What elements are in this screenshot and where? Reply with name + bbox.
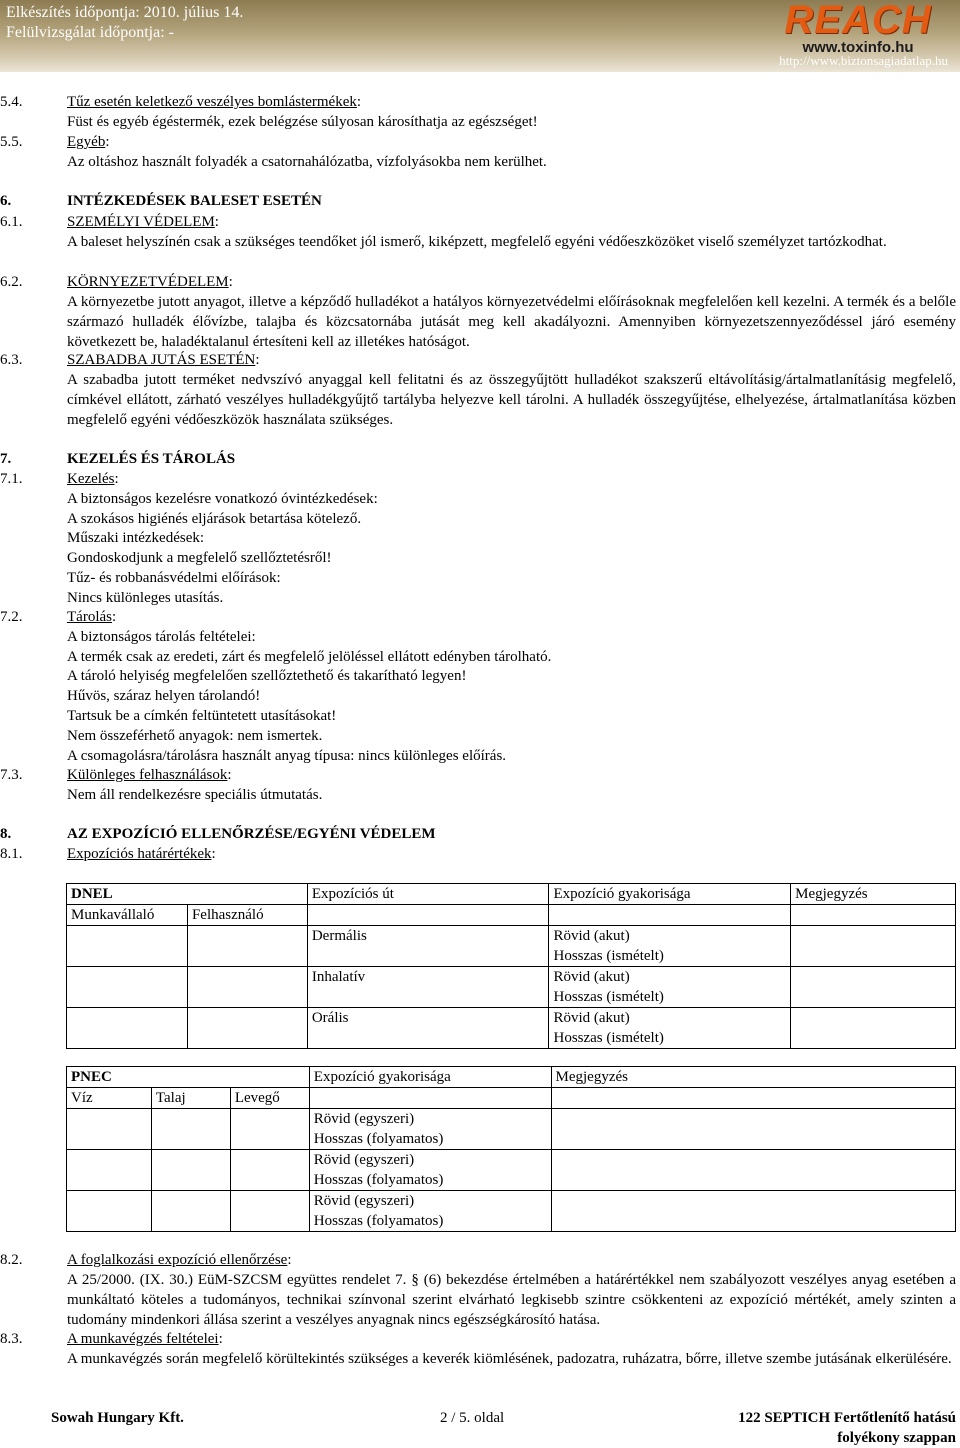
section-6-3-heading: SZABADBA JUTÁS ESETÉN: — [67, 352, 260, 368]
section-7-2-line: A csomagolásra/tárolásra használt anyag típusa: nincs különleges előírás. — [67, 748, 507, 764]
section-7-3-number: 7.3. — [0, 767, 23, 783]
section-8-3-text: A munkavégzés során megfelelő körültekintés szükséges a keverék kiömlésének, padozatra, ruházatra, bőrre, illetve szembe jutásának elkerülésére. — [67, 1351, 952, 1367]
section-8-number: 8. — [0, 826, 12, 842]
table-row — [67, 926, 956, 967]
dnel-frequency: Rövid (akut) Hosszas (ismételt) — [549, 967, 791, 1008]
section-5-5-text: Az oltáshoz használt folyadék a csatornahálózatba, vízfolyásokba nem kerülhet. — [67, 154, 547, 170]
footer-product — [738, 1408, 956, 1448]
section-5-5-number: 5.5. — [0, 134, 23, 150]
page-header — [0, 0, 960, 72]
section-8-2-title: A foglalkozási expozíció ellenőrzése — [67, 1252, 288, 1268]
section-8-2-number: 8.2. — [0, 1252, 23, 1268]
section-7-1-title: Kezelés — [67, 471, 115, 487]
section-8-3-title: A munkavégzés feltételei — [67, 1331, 219, 1347]
section-5-4-heading: Tűz esetén keletkező veszélyes bomlástermékek: — [67, 94, 362, 110]
pnec-note-header: Megjegyzés — [551, 1067, 955, 1088]
section-7-3-title: Különleges felhasználások — [67, 767, 228, 783]
dnel-route-header: Expozíciós út — [307, 884, 549, 905]
section-7-1-line: A biztonságos kezelésre vonatkozó óvintézkedések: — [67, 491, 378, 507]
section-6-1-text: A baleset helyszínén csak a szükséges teendőket jól ismerő, kiképzett, megfelelő egyéni védőeszközöket viselő személyzet tartózkodhat. — [67, 234, 887, 250]
footer-product-line: folyékony szappan — [837, 1430, 956, 1446]
table-row — [67, 1008, 956, 1049]
pnec-frequency: Rövid (egyszeri) Hosszas (folyamatos) — [309, 1191, 551, 1232]
section-7-2-line: Nem összeférhető anyagok: nem ismertek. — [67, 728, 323, 744]
dnel-worker-header: Munkavállaló — [67, 905, 188, 926]
section-7-2-heading: Tárolás: — [67, 609, 117, 625]
section-8-3-number: 8.3. — [0, 1331, 23, 1347]
pnec-frequency: Rövid (egyszeri) Hosszas (folyamatos) — [309, 1150, 551, 1191]
section-7-2-line: A biztonságos tárolás feltételei: — [67, 629, 256, 645]
table-row — [67, 1088, 956, 1109]
section-6-1-number: 6.1. — [0, 214, 23, 230]
section-6-2-text: A környezetbe jutott anyagot, illetve a képződő hulladékot a hatályos környezetvédelmi előírásoknak megfelelően kell kezelni. A termék és a belőle származó hulladék élővízbe, talajba és közcsatornába jutását meg kell akadályozni. Amennyiben környezetszennyeződéssel járó esemény következett be, haladéktalanul értesíteni kell az illetékes hatóságot. — [67, 294, 956, 350]
table-row — [67, 1067, 956, 1088]
section-6-1-heading: SZEMÉLYI VÉDELEM: — [67, 214, 219, 230]
section-5-4-number: 5.4. — [0, 94, 23, 110]
section-7-1-heading: Kezelés: — [67, 471, 119, 487]
section-7-2-number: 7.2. — [0, 609, 23, 625]
dnel-frequency: Rövid (akut) Hosszas (ismételt) — [549, 1008, 791, 1049]
revision-date: Felülvizsgálat időpontja: - — [6, 24, 174, 41]
section-7-2-line: A tároló helyiség megfelelően szellőztethető és takarítható legyen! — [67, 668, 467, 684]
section-7-1-line: Műszaki intézkedések: — [67, 530, 205, 546]
table-row — [67, 1150, 956, 1191]
dnel-user-header: Felhasználó — [187, 905, 307, 926]
section-5-5-title: Egyéb — [67, 134, 106, 150]
pnec-frequency-header: Expozíció gyakorisága — [309, 1067, 551, 1088]
dnel-note-header: Megjegyzés — [791, 884, 956, 905]
section-8-2-heading: A foglalkozási expozíció ellenőrzése: — [67, 1252, 292, 1268]
section-6-2-heading: KÖRNYEZETVÉDELEM: — [67, 274, 233, 290]
section-8-1-title: Expozíciós határértékek — [67, 846, 212, 862]
header-dates — [6, 3, 243, 43]
section-5-5-heading: Egyéb: — [67, 134, 110, 150]
table-row — [67, 1109, 956, 1150]
preparation-date: Elkészítés időpontja: 2010. július 14. — [6, 4, 244, 21]
pnec-frequency: Rövid (egyszeri) Hosszas (folyamatos) — [309, 1109, 551, 1150]
section-7-1-line: Tűz- és robbanásvédelmi előírások: — [67, 570, 281, 586]
pnec-title: PNEC — [67, 1067, 310, 1088]
section-6-3-text: A szabadba jutott terméket nedvszívó anyaggal kell felitatni és az összegyűjtött hulladékot szakszerű eltávolításig/ártalmatlanításig megfelelő, címkével ellátott, zárható veszélyes hulladékgyűjtő tartályba helyezve kell tárolni. A hulladék összegyűjtése, elhelyezése, ártalmatlanítása közben megfelelő egyéni védőeszközök használata szükséges. — [67, 372, 956, 428]
section-7-1-line: A szokásos higiénés eljárások betartása kötelező. — [67, 511, 362, 527]
section-5-4-text: Füst és egyéb égéstermék, ezek belégzése súlyosan károsíthatja az egészséget! — [67, 114, 538, 130]
section-8-1-number: 8.1. — [0, 846, 23, 862]
section-5-4-title: Tűz esetén keletkező veszélyes bomlástermékek — [67, 94, 357, 110]
dnel-title: DNEL — [67, 884, 308, 905]
footer-page-number: 2 / 5. oldal — [440, 1410, 505, 1426]
dnel-frequency: Rövid (akut) Hosszas (ismételt) — [549, 926, 791, 967]
section-8-title: AZ EXPOZÍCIÓ ELLENŐRZÉSE/EGYÉNI VÉDELEM — [67, 826, 436, 842]
section-7-1-line: Nincs különleges utasítás. — [67, 590, 224, 606]
section-8-1-heading: Expozíciós határértékek: — [67, 846, 216, 862]
table-row — [67, 1191, 956, 1232]
section-7-title: KEZELÉS ÉS TÁROLÁS — [67, 451, 236, 467]
section-8-2-text: A 25/2000. (IX. 30.) EüM-SZCSM együttes rendelet 7. § (6) bekezdése értelmében a határértékkel nem szabályozott veszélyes anyag esetében a munkáltató köteles a tudományos, technikai színvonal szerint elvárható legkisebb szintre csökkenteni az expozíció mértékét, amely szinten a tudomány mindenkori állása szerint a veszélyes anyagnak nincs egészségkárosító hatása. — [67, 1272, 956, 1328]
section-6-2-title: KÖRNYEZETVÉDELEM — [67, 274, 229, 290]
pnec-soil-header: Talaj — [151, 1088, 230, 1109]
pnec-table — [66, 1066, 956, 1232]
dnel-frequency-header: Expozíció gyakorisága — [549, 884, 791, 905]
section-7-3-text: Nem áll rendelkezésre speciális útmutatás. — [67, 787, 323, 803]
table-row — [67, 905, 956, 926]
section-6-1-title: SZEMÉLYI VÉDELEM — [67, 214, 215, 230]
table-row — [67, 967, 956, 1008]
logo-site-text: www.toxinfo.hu — [802, 39, 914, 56]
pnec-air-header: Levegő — [230, 1088, 309, 1109]
section-7-2-title: Tárolás — [67, 609, 112, 625]
section-6-3-title: SZABADBA JUTÁS ESETÉN — [67, 352, 256, 368]
section-7-number: 7. — [0, 451, 12, 467]
section-7-1-number: 7.1. — [0, 471, 23, 487]
section-8-3-heading: A munkavégzés feltételei: — [67, 1331, 223, 1347]
dnel-route: Orális — [307, 1008, 549, 1049]
section-7-2-line: Hűvös, száraz helyen tárolandó! — [67, 688, 261, 704]
section-6-2-number: 6.2. — [0, 274, 23, 290]
footer-product-line: 122 SEPTICH Fertőtlenítő hatású — [738, 1410, 956, 1426]
dnel-route: Inhalatív — [307, 967, 549, 1008]
section-6-title: INTÉZKEDÉSEK BALESET ESETÉN — [67, 193, 322, 209]
section-7-1-line: Gondoskodjunk a megfelelő szellőztetésről! — [67, 550, 332, 566]
pnec-water-header: Víz — [67, 1088, 152, 1109]
section-7-2-line: A termék csak az eredeti, zárt és megfelelő jelöléssel ellátott edényben tárolható. — [67, 649, 552, 665]
dnel-route: Dermális — [307, 926, 549, 967]
section-7-2-line: Tartsuk be a címkén feltüntetett utasításokat! — [67, 708, 337, 724]
table-row — [67, 884, 956, 905]
section-6-number: 6. — [0, 193, 12, 209]
reach-logo — [768, 0, 948, 56]
footer-company: Sowah Hungary Kft. — [51, 1410, 184, 1426]
logo-main-text: REACH — [784, 0, 932, 42]
page-footer — [0, 1408, 960, 1446]
header-url: http://www.biztonsagiadatlap.hu — [779, 53, 948, 68]
section-7-3-heading: Különleges felhasználások: — [67, 767, 232, 783]
section-6-3-number: 6.3. — [0, 352, 23, 368]
dnel-table — [66, 883, 956, 1049]
